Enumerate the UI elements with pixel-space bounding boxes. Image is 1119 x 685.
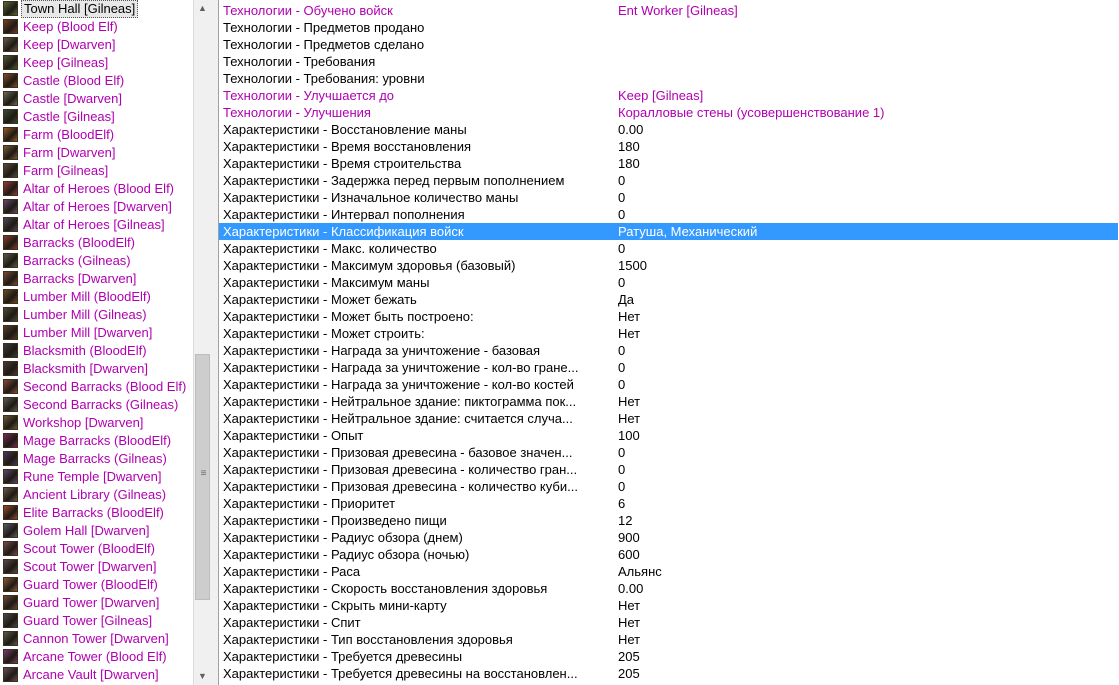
property-row[interactable] bbox=[219, 189, 1118, 206]
property-value: Ent Worker [Gilneas] bbox=[618, 3, 738, 18]
unit-list-item[interactable] bbox=[0, 252, 193, 270]
unit-list-item-label: Altar of Heroes [Gilneas] bbox=[23, 217, 165, 232]
unit-list-item[interactable] bbox=[0, 162, 193, 180]
temple-icon bbox=[3, 469, 18, 484]
unit-list-item-label: Scout Tower [Dwarven] bbox=[23, 559, 157, 574]
tower-icon bbox=[3, 559, 18, 574]
unit-list-item-label: Mage Barracks (Gilneas) bbox=[23, 451, 167, 466]
property-row[interactable] bbox=[219, 648, 1118, 665]
property-value: 600 bbox=[618, 547, 640, 562]
property-name: Характеристики - Может быть построено: bbox=[223, 309, 474, 324]
scroll-down-arrow-icon[interactable]: ▼ bbox=[198, 671, 207, 681]
property-name: Характеристики - Восстановление маны bbox=[223, 122, 467, 137]
property-value: Нет bbox=[618, 394, 641, 409]
property-value: 0 bbox=[618, 343, 626, 358]
unit-list-item[interactable] bbox=[0, 324, 193, 342]
keep-icon bbox=[3, 55, 18, 70]
unit-list-item-label: Scout Tower (BloodElf) bbox=[23, 541, 155, 556]
property-value: Нет bbox=[618, 326, 641, 341]
property-name: Характеристики - Тип восстановления здоровья bbox=[223, 632, 513, 647]
property-name: Характеристики - Может строить: bbox=[223, 326, 425, 341]
property-value: 0 bbox=[618, 360, 626, 375]
property-value: 0 bbox=[618, 207, 626, 222]
property-row[interactable] bbox=[219, 53, 1118, 70]
property-row[interactable] bbox=[219, 19, 1118, 36]
scroll-thumb[interactable] bbox=[195, 354, 210, 600]
tower-icon bbox=[3, 577, 18, 592]
property-row[interactable] bbox=[219, 206, 1118, 223]
unit-list-item-label: Barracks (Gilneas) bbox=[23, 253, 131, 268]
unit-list-item[interactable] bbox=[0, 54, 193, 72]
unit-list-item-label: Altar of Heroes (Blood Elf) bbox=[23, 181, 175, 196]
property-name: Характеристики - Требуется древесины на восстановлен... bbox=[223, 666, 578, 681]
property-value: 0 bbox=[618, 377, 626, 392]
unit-list-item[interactable] bbox=[0, 234, 193, 252]
property-row[interactable] bbox=[219, 325, 1118, 342]
unit-list-item-label: Barracks (BloodElf) bbox=[23, 235, 135, 250]
property-value: 0 bbox=[618, 275, 626, 290]
property-name: Технологии - Предметов продано bbox=[223, 20, 425, 35]
property-name: Характеристики - Может бежать bbox=[223, 292, 417, 307]
castle-icon bbox=[3, 109, 18, 124]
property-name: Характеристики - Награда за уничтожение - базовая bbox=[223, 343, 541, 358]
unit-list-item[interactable] bbox=[0, 36, 193, 54]
unit-list-panel bbox=[0, 0, 211, 685]
property-name: Характеристики - Интервал пополнения bbox=[223, 207, 465, 222]
property-name: Характеристики - Максимум здоровья (базовый) bbox=[223, 258, 516, 273]
property-name: Характеристики - Нейтральное здание: пиктограмма пок... bbox=[223, 394, 577, 409]
property-name: Характеристики - Призовая древесина - базовое значен... bbox=[223, 445, 573, 460]
unit-list-item-label: Ancient Library (Gilneas) bbox=[23, 487, 167, 502]
property-row[interactable] bbox=[219, 138, 1118, 155]
unit-list-item[interactable] bbox=[0, 666, 193, 684]
property-value: Коралловые стены (усовершенствование 1) bbox=[618, 105, 885, 120]
farm-icon bbox=[3, 127, 18, 142]
property-row[interactable] bbox=[219, 563, 1118, 580]
unit-list-item[interactable] bbox=[0, 126, 193, 144]
tower-icon bbox=[3, 541, 18, 556]
golem-hall-icon bbox=[3, 523, 18, 538]
property-name: Характеристики - Спит bbox=[223, 615, 361, 630]
property-name: Характеристики - Требуется древесины bbox=[223, 649, 463, 664]
property-value: 0 bbox=[618, 479, 626, 494]
unit-list-item-label: Castle (Blood Elf) bbox=[23, 73, 125, 88]
barracks-icon bbox=[3, 271, 18, 286]
tower-icon bbox=[3, 613, 18, 628]
property-row[interactable] bbox=[219, 240, 1118, 257]
barracks-icon bbox=[3, 505, 18, 520]
unit-list[interactable] bbox=[0, 0, 193, 685]
property-row[interactable] bbox=[219, 87, 1118, 104]
property-row[interactable] bbox=[219, 478, 1118, 495]
unit-list-item-label: Rune Temple [Dwarven] bbox=[23, 469, 162, 484]
castle-icon bbox=[3, 73, 18, 88]
barracks-icon bbox=[3, 253, 18, 268]
property-row[interactable] bbox=[219, 172, 1118, 189]
property-name: Технологии - Улучшения bbox=[223, 105, 371, 120]
property-name: Характеристики - Раса bbox=[223, 564, 361, 579]
property-row[interactable] bbox=[219, 614, 1118, 631]
property-name: Характеристики - Скрыть мини-карту bbox=[223, 598, 447, 613]
unit-list-item-label: Arcane Vault [Dwarven] bbox=[23, 667, 159, 682]
unit-list-item[interactable] bbox=[0, 414, 193, 432]
property-name: Характеристики - Изначальное количество маны bbox=[223, 190, 519, 205]
unit-list-item[interactable] bbox=[0, 432, 193, 450]
unit-list-item-label: Elite Barracks (BloodElf) bbox=[23, 505, 164, 520]
workshop-icon bbox=[3, 415, 18, 430]
property-row[interactable] bbox=[219, 461, 1118, 478]
property-value: 0 bbox=[618, 190, 626, 205]
unit-list-item[interactable] bbox=[0, 288, 193, 306]
property-row[interactable] bbox=[219, 274, 1118, 291]
property-value: 1500 bbox=[618, 258, 647, 273]
property-value: 6 bbox=[618, 496, 626, 511]
property-name: Характеристики - Макс. количество bbox=[223, 241, 437, 256]
unit-list-item[interactable] bbox=[0, 594, 193, 612]
unit-list-item[interactable] bbox=[0, 540, 193, 558]
unit-list-item[interactable] bbox=[0, 630, 193, 648]
property-name: Характеристики - Радиус обзора (ночью) bbox=[223, 547, 470, 562]
unit-list-item-label: Altar of Heroes [Dwarven] bbox=[23, 199, 172, 214]
unit-list-item[interactable] bbox=[0, 216, 193, 234]
unit-list-item[interactable] bbox=[0, 144, 193, 162]
unit-list-item[interactable] bbox=[0, 360, 193, 378]
unit-list-item-label: Second Barracks (Gilneas) bbox=[23, 397, 179, 412]
unit-list-item-label: Blacksmith [Dwarven] bbox=[23, 361, 148, 376]
keep-icon bbox=[3, 19, 18, 34]
property-value: 0.00 bbox=[618, 581, 644, 596]
property-value: Альянс bbox=[618, 564, 662, 579]
unit-list-item-label: Guard Tower [Gilneas] bbox=[23, 613, 153, 628]
property-row[interactable] bbox=[219, 121, 1118, 138]
tower-icon bbox=[3, 631, 18, 646]
barracks-icon bbox=[3, 235, 18, 250]
property-name: Характеристики - Время восстановления bbox=[223, 139, 472, 154]
property-name: Характеристики - Нейтральное здание: считается случа... bbox=[223, 411, 573, 426]
unit-list-item[interactable] bbox=[0, 198, 193, 216]
property-row[interactable] bbox=[219, 444, 1118, 461]
altar-icon bbox=[3, 181, 18, 196]
unit-list-item-label: Guard Tower [Dwarven] bbox=[23, 595, 160, 610]
unit-list-scrollbar[interactable] bbox=[193, 0, 211, 685]
property-name: Характеристики - Задержка перед первым пополнением bbox=[223, 173, 565, 188]
property-row[interactable] bbox=[219, 223, 1118, 240]
property-name: Характеристики - Награда за уничтожение - кол-во костей bbox=[223, 377, 574, 392]
property-value: Нет bbox=[618, 598, 641, 613]
property-name: Технологии - Требования: уровни bbox=[223, 71, 425, 86]
property-row[interactable] bbox=[219, 393, 1118, 410]
unit-list-item[interactable] bbox=[0, 108, 193, 126]
unit-list-item[interactable] bbox=[0, 72, 193, 90]
scroll-up-arrow-icon[interactable]: ▲ bbox=[198, 3, 207, 13]
keep-icon bbox=[3, 37, 18, 52]
property-row[interactable] bbox=[219, 308, 1118, 325]
property-value: 0 bbox=[618, 445, 626, 460]
altar-icon bbox=[3, 199, 18, 214]
properties-panel bbox=[219, 0, 1119, 685]
property-value: 205 bbox=[618, 666, 640, 681]
unit-list-item[interactable] bbox=[0, 180, 193, 198]
property-row[interactable] bbox=[219, 546, 1118, 563]
property-name: Характеристики - Призовая древесина - количество куби... bbox=[223, 479, 578, 494]
unit-list-item[interactable] bbox=[0, 576, 193, 594]
unit-list-item-label: Golem Hall [Dwarven] bbox=[23, 523, 150, 538]
unit-list-item-label: Barracks [Dwarven] bbox=[23, 271, 137, 286]
property-row[interactable] bbox=[219, 410, 1118, 427]
property-value: 180 bbox=[618, 139, 640, 154]
property-value: 0 bbox=[618, 241, 626, 256]
unit-list-item[interactable] bbox=[0, 612, 193, 630]
property-value: Нет bbox=[618, 309, 641, 324]
property-row[interactable] bbox=[219, 376, 1118, 393]
barracks-icon bbox=[3, 397, 18, 412]
blacksmith-icon bbox=[3, 361, 18, 376]
property-value: 0.00 bbox=[618, 122, 644, 137]
property-name: Технологии - Требования bbox=[223, 54, 376, 69]
property-row[interactable] bbox=[219, 257, 1118, 274]
property-row[interactable] bbox=[219, 665, 1118, 682]
property-row[interactable] bbox=[219, 512, 1118, 529]
property-value: 180 bbox=[618, 156, 640, 171]
property-name: Характеристики - Призовая древесина - количество гран... bbox=[223, 462, 578, 477]
unit-list-item-label: Farm (BloodElf) bbox=[23, 127, 115, 142]
unit-list-item[interactable] bbox=[0, 90, 193, 108]
mage-barracks-icon bbox=[3, 451, 18, 466]
unit-list-item-label: Castle [Dwarven] bbox=[23, 91, 122, 106]
unit-list-item[interactable] bbox=[0, 342, 193, 360]
property-row[interactable] bbox=[219, 36, 1118, 53]
property-row[interactable] bbox=[219, 631, 1118, 648]
property-name: Технологии - Улучшается до bbox=[223, 88, 395, 103]
property-row[interactable] bbox=[219, 580, 1118, 597]
unit-list-item-label: Farm [Dwarven] bbox=[23, 145, 116, 160]
property-name: Характеристики - Произведено пищи bbox=[223, 513, 447, 528]
property-value: 12 bbox=[618, 513, 633, 528]
unit-list-item-label: Castle [Gilneas] bbox=[23, 109, 115, 124]
property-value: 205 bbox=[618, 649, 640, 664]
property-value: 100 bbox=[618, 428, 640, 443]
unit-list-item-label: Blacksmith (BloodElf) bbox=[23, 343, 147, 358]
unit-list-item[interactable] bbox=[0, 468, 193, 486]
property-value: Ратуша, Механический bbox=[618, 224, 758, 239]
unit-list-item[interactable] bbox=[0, 486, 193, 504]
unit-list-item-label: Farm [Gilneas] bbox=[23, 163, 109, 178]
property-name: Характеристики - Скорость восстановления здоровья bbox=[223, 581, 548, 596]
unit-list-item-label: Second Barracks (Blood Elf) bbox=[23, 379, 187, 394]
farm-icon bbox=[3, 163, 18, 178]
unit-list-item-label: Arcane Tower (Blood Elf) bbox=[23, 649, 167, 664]
unit-list-item[interactable] bbox=[0, 0, 193, 18]
property-name: Характеристики - Максимум маны bbox=[223, 275, 430, 290]
lumber-mill-icon bbox=[3, 325, 18, 340]
property-name: Технологии - Обучено войск bbox=[223, 3, 393, 18]
property-row[interactable] bbox=[219, 104, 1118, 121]
farm-icon bbox=[3, 145, 18, 160]
altar-icon bbox=[3, 217, 18, 232]
unit-list-item[interactable] bbox=[0, 396, 193, 414]
property-name: Характеристики - Классификация войск bbox=[223, 224, 464, 239]
unit-list-item[interactable] bbox=[0, 450, 193, 468]
property-name: Характеристики - Радиус обзора (днем) bbox=[223, 530, 463, 545]
unit-list-item[interactable] bbox=[0, 504, 193, 522]
vault-icon bbox=[3, 667, 18, 682]
unit-list-item-label: Cannon Tower [Dwarven] bbox=[23, 631, 169, 646]
unit-list-item[interactable] bbox=[0, 306, 193, 324]
unit-list-item-label: Keep [Gilneas] bbox=[23, 55, 109, 70]
scroll-grip-icon: ≡ bbox=[200, 468, 207, 479]
castle-icon bbox=[3, 91, 18, 106]
unit-list-item-label: Keep [Dwarven] bbox=[23, 37, 116, 52]
property-row[interactable] bbox=[219, 529, 1118, 546]
property-value: Да bbox=[618, 292, 635, 307]
unit-list-item-label: Mage Barracks (BloodElf) bbox=[23, 433, 172, 448]
property-value: 900 bbox=[618, 530, 640, 545]
unit-list-item[interactable] bbox=[0, 522, 193, 540]
lumber-mill-icon bbox=[3, 289, 18, 304]
mage-barracks-icon bbox=[3, 433, 18, 448]
unit-list-item-label: Keep (Blood Elf) bbox=[23, 19, 118, 34]
unit-list-item[interactable] bbox=[0, 18, 193, 36]
unit-list-item[interactable] bbox=[0, 558, 193, 576]
property-row[interactable] bbox=[219, 155, 1118, 172]
property-row[interactable] bbox=[219, 495, 1118, 512]
property-row[interactable] bbox=[219, 359, 1118, 376]
property-name: Характеристики - Награда за уничтожение - кол-во гране... bbox=[223, 360, 579, 375]
property-name: Характеристики - Приоритет bbox=[223, 496, 396, 511]
unit-list-item-label: Lumber Mill (Gilneas) bbox=[23, 307, 147, 322]
unit-list-item-label: Guard Tower (BloodElf) bbox=[23, 577, 158, 592]
property-value: Нет bbox=[618, 411, 641, 426]
tower-icon bbox=[3, 595, 18, 610]
property-row[interactable] bbox=[219, 2, 1118, 19]
property-value: Нет bbox=[618, 632, 641, 647]
unit-list-item[interactable] bbox=[0, 270, 193, 288]
tower-icon bbox=[3, 649, 18, 664]
property-name: Характеристики - Опыт bbox=[223, 428, 364, 443]
property-row[interactable] bbox=[219, 342, 1118, 359]
property-value: 0 bbox=[618, 173, 626, 188]
lumber-mill-icon bbox=[3, 307, 18, 322]
property-row[interactable] bbox=[219, 70, 1118, 87]
property-row[interactable] bbox=[219, 291, 1118, 308]
town-hall-icon bbox=[3, 1, 18, 16]
unit-list-item-label: Lumber Mill [Dwarven] bbox=[23, 325, 153, 340]
property-value: 0 bbox=[618, 462, 626, 477]
library-icon bbox=[3, 487, 18, 502]
unit-list-item-label: Lumber Mill (BloodElf) bbox=[23, 289, 151, 304]
blacksmith-icon bbox=[3, 343, 18, 358]
unit-list-item[interactable] bbox=[0, 378, 193, 396]
property-value: Keep [Gilneas] bbox=[618, 88, 704, 103]
property-row[interactable] bbox=[219, 427, 1118, 444]
unit-list-item-label: Town Hall [Gilneas] bbox=[21, 0, 138, 18]
property-name: Характеристики - Время строительства bbox=[223, 156, 462, 171]
unit-list-item[interactable] bbox=[0, 648, 193, 666]
property-value: Нет bbox=[618, 615, 641, 630]
property-name: Технологии - Предметов сделано bbox=[223, 37, 425, 52]
barracks-icon bbox=[3, 379, 18, 394]
property-row[interactable] bbox=[219, 597, 1118, 614]
unit-list-item-label: Workshop [Dwarven] bbox=[23, 415, 144, 430]
